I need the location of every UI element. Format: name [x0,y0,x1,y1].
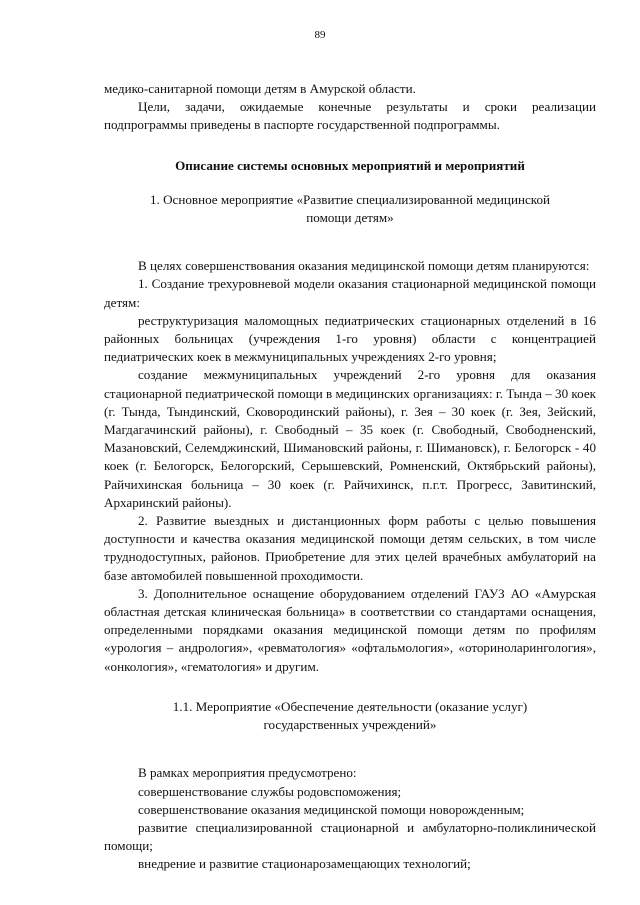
paragraph: развитие специализированной стационарной и амбулаторно-поликлинической помощи; [104,819,596,854]
paragraph: Цели, задачи, ожидаемые конечные результаты и сроки реализации подпрограммы приведены в паспорте государственной подпрограммы. [104,99,596,133]
paragraph: внедрение и развитие стационарозамещающих технологий; [138,856,471,872]
paragraph: совершенствование службы родовспоможения; [138,783,402,799]
paragraph: 3. Дополнительное оснащение оборудованием отделений ГАУЗ АО «Амурская областная детская клиническая больница» в соответствии со стандартами оснащения, определенными порядками оказания медицинской помощи детям по профилям «урология – андрология», «ревматология» «офтальмология», «оториноларингология», «онкология», «гематология» и другим. [104,585,596,674]
paragraph: В рамках мероприятия предусмотрено: [138,765,357,781]
paragraph: реструктуризация маломощных педиатрических стационарных отделений в 16 районных больницах (учреждения 1-го уровня) области с концентрацией педиатрических коек в межмуниципальных учреждениях 2-го уровня; [104,312,596,365]
paragraph: совершенствование оказания медицинской помощи новорожденным; [138,801,525,817]
document-body [104,80,596,874]
paragraph: 2. Развитие выездных и дистанционных форм работы с целью повышения доступности и качества оказания медицинской помощи детям сельских, в том числе труднодоступных, районов. Приобретение для этих целей врачебных амбулаторий на базе автомобилей повышенной проходимости. [104,513,596,583]
page-number: 89 [314,29,326,41]
paragraph: медико-санитарной помощи детям в Амурской области. [104,81,416,96]
paragraph: создание межмуниципальных учреждений 2-го уровня для оказания стационарной педиатрической помощи в медицинских организациях: г. Тында – 30 коек (г. Тында, Тындинский, Сковородинский районы), г. Зея – 30 коек (г. Зея, Зейский, Магдагачинский районы), г. Свободный – 35 коек (г. Свободный, Свободненский, Мазановский, Селемджинский, Шимановский районы, г. Шимановск), г. Белогорск - 40 коек (г. Белогорск, Белогорский, Серышевский, Ромненский, Октябрьский районы), Райчихинская больница – 30 коек (г. Райчихинск, п.г.т. Прогресс, Завитинский, Архаринский районы). [104,367,596,510]
sub-event-title: 1.1. Мероприятие «Обеспечение деятельности (оказание услуг) государственных учреждений» [172,698,528,733]
paragraph: В целях совершенствования оказания медицинской помощи детям планируются: [138,258,590,274]
paragraph: 1. Создание трехуровневой модели оказания стационарной медицинской помощи детям: [104,276,596,310]
section-title: Описание системы основных мероприятий и мероприятий [175,157,525,173]
main-event-title: 1. Основное мероприятие «Развитие специализированной медицинской помощи детям» [149,191,551,226]
